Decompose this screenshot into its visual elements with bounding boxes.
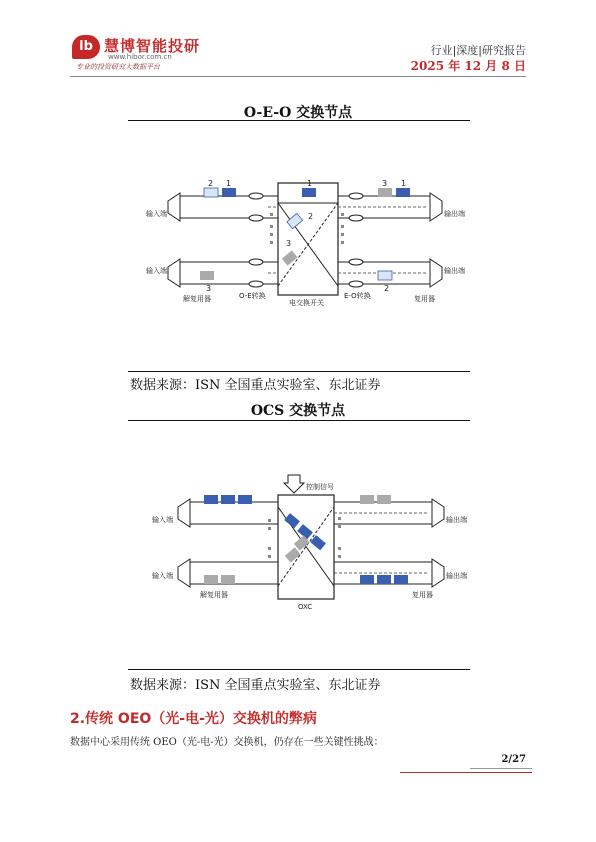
body-paragraph: 数据中心采用传统 OEO（光-电-光）交换机，仍存在一些关键性挑战： [70, 737, 384, 748]
ocs-label-oxc: OXC [298, 603, 313, 611]
oeo-label-input-top: 输入端 [146, 210, 167, 218]
logo-slogan: 专业的投资研究大数据平台 [76, 63, 160, 71]
ocs-label-input-bottom: 输入端 [152, 572, 173, 580]
logo-url: www.hibor.com.cn [108, 53, 172, 61]
figure-oeo-title: O-E-O 交换节点 [243, 105, 353, 121]
figure-ocs [128, 420, 470, 670]
oeo-label-oe: O-E转换 [239, 292, 266, 300]
footer-divider [400, 772, 532, 773]
oeo-num-1-left: 1 [226, 179, 232, 188]
oeo-label-input-bottom: 输入端 [146, 267, 167, 275]
oeo-num-2-left: 2 [208, 179, 214, 188]
figure-oeo-source: 数据来源：ISN 全国重点实验室、东北证券 [130, 378, 381, 393]
oeo-label-switch: 电交换开关 [289, 299, 324, 307]
report-date: 2025 年 12 月 8 日 [410, 59, 526, 73]
footer-divider-thin [470, 768, 532, 769]
oeo-label-output-bottom: 输出端 [444, 267, 465, 275]
logo [70, 33, 200, 73]
ocs-label-input-top: 输入端 [152, 516, 173, 524]
oeo-num-2-center: 2 [308, 212, 314, 221]
page-number: 2/27 [501, 754, 526, 765]
logo-name: 慧博智能投研 [104, 37, 201, 55]
ocs-diagram [128, 421, 470, 671]
section-heading: 2.传统 OEO（光-电-光）交换机的弊病 [70, 711, 317, 727]
ocs-label-control: 控制信号 [306, 483, 334, 491]
ocs-label-output-top: 输出端 [446, 516, 467, 524]
oeo-num-3-center: 3 [286, 239, 292, 248]
oeo-label-eo: E-O转换 [344, 292, 371, 300]
oeo-num-3-left: 3 [206, 284, 212, 293]
ocs-label-mux: 复用器 [412, 591, 433, 599]
ocs-label-output-bottom: 输出端 [446, 572, 467, 580]
oeo-num-1-center: 1 [307, 179, 313, 188]
oeo-label-mux: 复用器 [414, 295, 435, 303]
report-category: 行业|深度|研究报告 [430, 44, 526, 57]
oeo-label-output-top: 输出端 [444, 210, 465, 218]
oeo-num-2-right: 2 [384, 284, 390, 293]
logo-badge: lb [72, 35, 100, 59]
ocs-label-demux: 解复用器 [200, 591, 228, 599]
header-divider [70, 76, 526, 77]
oeo-num-3-right: 3 [382, 179, 388, 188]
oeo-diagram [128, 121, 470, 373]
figure-ocs-title: OCS 交换节点 [250, 403, 346, 419]
oeo-label-demux: 解复用器 [183, 295, 211, 303]
figure-oeo [128, 120, 470, 372]
oeo-num-1-right: 1 [401, 179, 407, 188]
figure-ocs-source: 数据来源：ISN 全国重点实验室、东北证券 [130, 678, 381, 693]
